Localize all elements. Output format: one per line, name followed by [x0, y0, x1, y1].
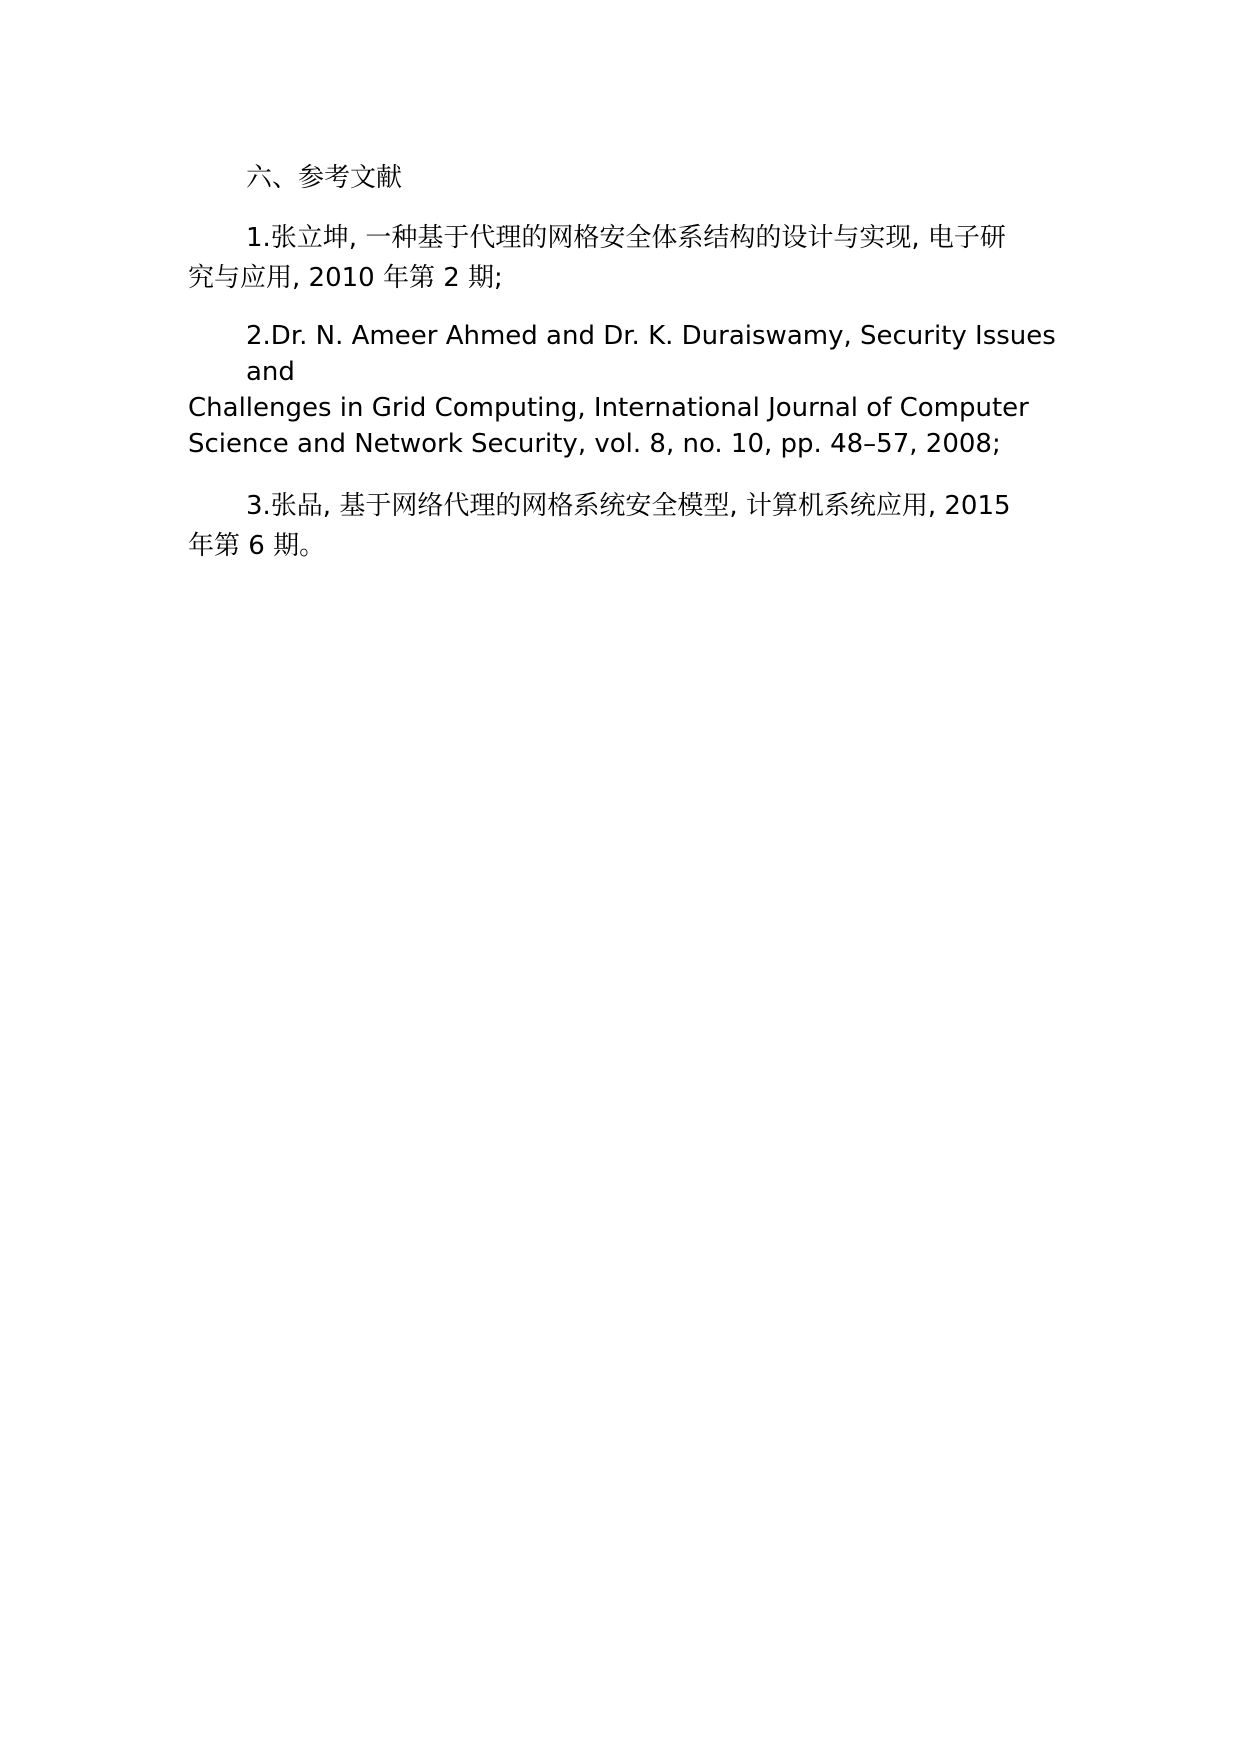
reference-2-line-2: Challenges in Grid Computing, International Journal of Computer	[188, 393, 1029, 423]
reference-item-2	[188, 318, 1058, 462]
references-section	[188, 158, 1058, 586]
reference-2-line-3: Science and Network Security, vol. 8, no. 10, pp. 48–57, 2008;	[188, 429, 1001, 459]
reference-item-3	[188, 486, 1058, 566]
reference-1-line-1: 1.张立坤, 一种基于代理的网格安全体系结构的设计与实现, 电子研	[246, 223, 1006, 253]
reference-3-line-2: 年第 6 期。	[188, 531, 326, 561]
reference-1-line-2: 究与应用, 2010 年第 2 期;	[188, 263, 503, 293]
reference-2-line-1: 2.Dr. N. Ameer Ahmed and Dr. K. Duraiswamy, Security Issues and	[246, 321, 1056, 387]
section-heading: 六、参考文献	[246, 163, 403, 193]
reference-3-line-1: 3.张品, 基于网络代理的网格系统安全模型, 计算机系统应用, 2015	[246, 491, 1011, 521]
reference-item-1	[188, 218, 1058, 298]
